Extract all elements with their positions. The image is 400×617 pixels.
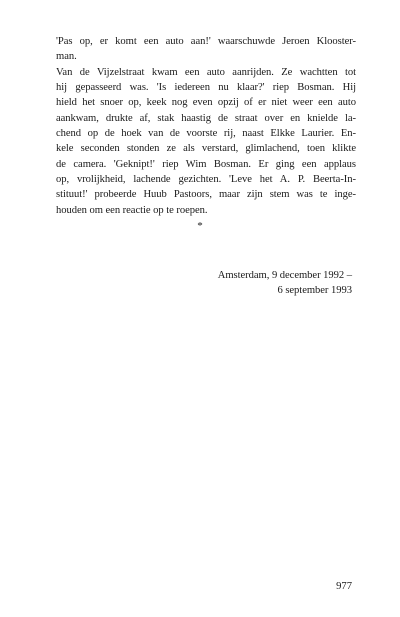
text-line: Van de Vijzelstraat kwam een auto aanrijden. Ze wachtten tot — [56, 66, 356, 78]
text-line: de camera. 'Geknipt!' riep Wim Bosman. Er ging een applaus — [56, 158, 356, 170]
text-line: man. — [56, 51, 77, 63]
text-line: hij gepasseerd was. 'Is iedereen nu klaar?' riep Bosman. Hij — [56, 82, 356, 94]
text-line: aankwam, drukte af, stak haastig de straat over en knielde la- — [56, 112, 356, 124]
dateline-place-date: Amsterdam, 9 december 1992 – — [217, 270, 352, 281]
body-text — [56, 34, 356, 218]
dateline-end-date: 6 september 1993 — [277, 285, 352, 297]
text-line: 'Pas op, er komt een auto aan!' waarschuwde Jeroen Klooster- — [56, 36, 356, 47]
text-line: kele seconden stonden ze als verstard, glimlachend, toen klikte — [56, 143, 356, 155]
page-number: 977 — [336, 581, 352, 592]
dateline — [218, 268, 352, 299]
text-line: houden om een reactie op te roepen. — [56, 204, 208, 216]
text-line: chend op de hoek van de voorste rij, naast Elkke Laurier. En- — [56, 128, 356, 140]
section-separator: * — [197, 220, 203, 232]
text-line: stituut!' probeerde Huub Pastoors, maar zijn stem was te inge- — [56, 189, 356, 201]
text-line: op, vrolijkheid, lachende gezichten. 'Leve het A. P. Beerta-In- — [56, 174, 356, 186]
text-line: hield het snoer op, keek nog even opzij of er niet weer een auto — [56, 97, 356, 109]
